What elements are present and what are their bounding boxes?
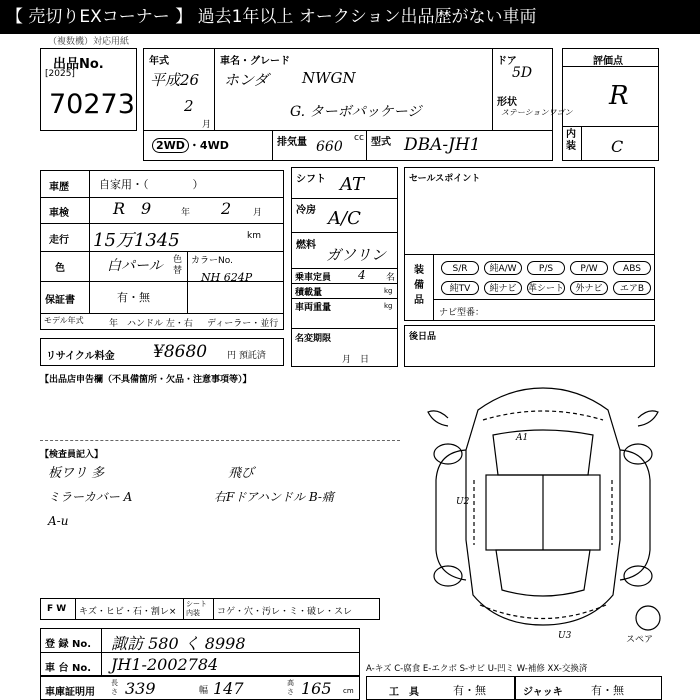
month-value: 2	[184, 97, 194, 115]
weight-unit: kg	[384, 302, 393, 310]
color-no-value: NH 624P	[201, 271, 253, 284]
color-no-label: カラーNo.	[191, 256, 233, 266]
model-value: NWGN	[302, 69, 356, 87]
history-label: 車歴	[49, 182, 69, 193]
score-box	[562, 48, 659, 161]
navi-model-label: ナビ型番：	[439, 308, 485, 318]
mileage-label: 走行	[49, 235, 69, 246]
interior-value: C	[611, 137, 624, 156]
equipment-item: 外ナビ	[570, 281, 608, 295]
cert-height: 165	[301, 679, 332, 698]
year-stamp: [2025]	[45, 69, 75, 79]
fuel-value: ガソリン	[326, 246, 387, 264]
load-unit: kg	[384, 287, 393, 295]
fw-label: F W	[47, 604, 67, 614]
chassis-value: JH1-2002784	[111, 655, 219, 674]
inspector-note-1b: 飛び	[228, 466, 255, 481]
name-change-unit: 月 日	[342, 355, 370, 365]
inspector-label: 【検査員記入】	[40, 450, 104, 460]
fw-value: キズ・ヒビ・石・割レ×	[79, 607, 177, 617]
header-banner: 【 売切りEXコーナー 】 過去1年以上 オークション出品歴がない車両	[0, 0, 700, 34]
jack-box	[514, 676, 662, 700]
equipment-item: 純TV	[441, 281, 479, 295]
registration-block	[40, 628, 360, 676]
color-label: 色	[55, 263, 65, 274]
seat-value: コゲ・穴・汚レ・ミ・破レ・スレ	[217, 607, 353, 617]
mileage-value: 15万1345	[93, 230, 180, 251]
cert-unit: cm	[343, 687, 354, 695]
equipment-item: P/W	[570, 261, 608, 275]
form-note: （複数機）対応用紙	[48, 37, 130, 47]
load-label: 積載量	[295, 288, 323, 298]
lot-label: 出品No.	[53, 57, 104, 72]
car-label: 車名・グレード	[220, 56, 290, 67]
registration-label: 登 録 No.	[45, 639, 92, 650]
month-label: 月	[202, 120, 212, 130]
vehicle-info-box	[143, 48, 573, 131]
later-items-box	[404, 325, 655, 367]
tools-box	[366, 676, 516, 700]
disp-label: 排気量	[277, 137, 307, 148]
model-code-value: DBA-JH1	[404, 135, 481, 155]
handle-value: ハンドル 左・右	[127, 319, 193, 329]
equipment-item: 純A/W	[484, 261, 522, 275]
garage-cert-row	[40, 676, 360, 700]
tools-value: 有・無	[453, 684, 486, 697]
grade-value: G. ターボパッケージ	[290, 104, 422, 120]
seller-note-label: 【出品店申告欄（不具備箇所・欠品・注意事項等）】	[40, 375, 252, 385]
fw-seat-row	[40, 598, 380, 620]
capacity-label: 乗車定員	[295, 273, 332, 283]
equipment-item: エアB	[613, 281, 651, 295]
equipment-item: S/R	[441, 261, 479, 275]
drive-4wd: ・4WD	[188, 139, 229, 152]
lot-number: 70273	[49, 89, 135, 120]
model-year-label: モデル年式	[44, 316, 84, 325]
damage-legend: A-キズ C-腐食 E-エクボ S-サビ U-凹ミ W-補修 XX-交換済	[366, 664, 588, 674]
cert-width-label: 幅	[199, 686, 209, 696]
mileage-unit: km	[247, 231, 261, 241]
inspection-year-label: 年	[181, 208, 191, 218]
color-change-label: 色替	[173, 255, 183, 276]
equipment-label: 装備品	[414, 265, 424, 306]
inspector-note-2a: ミラーカバー A	[48, 490, 133, 504]
cert-label: 車庫証明用	[45, 687, 95, 698]
year-value: 平成26	[150, 71, 200, 89]
sales-label: セールスポイント	[409, 174, 481, 184]
spec-block	[291, 167, 398, 367]
year-label: 年式	[149, 56, 169, 67]
jack-label: ジャッキ	[523, 687, 563, 698]
history-block	[40, 170, 284, 330]
capacity-value: 4	[358, 268, 366, 282]
inspection-era: R	[113, 199, 126, 218]
maker-value: ホンダ	[224, 71, 269, 89]
score-label: 評価点	[593, 56, 623, 67]
spare-label: スペア	[626, 635, 654, 645]
capacity-unit: 名	[386, 273, 396, 283]
door-value: 5D	[512, 65, 533, 81]
fuel-label: 燃料	[296, 240, 316, 251]
shape-value: ステーションワゴン	[501, 108, 573, 117]
car-diagram	[408, 380, 678, 645]
cert-length-label: 長さ	[111, 679, 118, 696]
score-value: R	[609, 81, 629, 111]
equipment-item: 純ナビ	[484, 281, 522, 295]
dealer-value: ディーラー・並行	[207, 319, 279, 329]
warranty-value: 有・無	[117, 291, 150, 304]
color-value: 白パール	[107, 258, 163, 274]
warranty-label: 保証書	[45, 295, 75, 306]
sales-point-box	[404, 167, 655, 255]
inspector-note-3a: A-u	[48, 514, 69, 528]
inspector-note-2b: 右Fドアハンドル B-痛	[214, 490, 334, 504]
recycle-unit: 円 預託済	[227, 351, 266, 361]
equipment-box	[404, 255, 655, 321]
history-value: 自家用・（ ）	[99, 178, 204, 191]
inspection-label: 車検	[49, 208, 69, 219]
inspection-month: 2	[221, 199, 232, 218]
door-label: ドア	[497, 56, 517, 67]
later-label: 後日品	[409, 332, 437, 342]
weight-label: 車両重量	[295, 303, 332, 313]
damage-u3: U3	[558, 631, 572, 641]
name-change-label: 名変期限	[295, 334, 332, 344]
drive-2wd: 2WD	[152, 138, 189, 153]
recycle-label: リサイクル料金	[46, 351, 115, 362]
interior-label: 内装	[566, 129, 576, 152]
ac-label: 冷房	[296, 205, 316, 216]
model-year-unit: 年	[109, 319, 119, 329]
disp-value: 660	[316, 139, 343, 155]
damage-u2: U2	[456, 497, 470, 507]
cert-height-label: 高さ	[287, 679, 294, 696]
seat-label: シート内装	[186, 600, 207, 617]
shift-label: シフト	[296, 174, 326, 185]
ac-value: A/C	[328, 208, 361, 229]
drive-row	[143, 131, 553, 161]
jack-value: 有・無	[591, 684, 624, 697]
recycle-row	[40, 338, 284, 366]
equipment-item: 革シート	[527, 281, 565, 295]
cert-width: 147	[213, 679, 244, 698]
lot-number-box	[40, 48, 137, 131]
tools-label: 工 具	[389, 687, 419, 698]
inspection-year: 9	[141, 199, 152, 218]
inspection-month-label: 月	[253, 208, 263, 218]
equipment-item: P/S	[527, 261, 565, 275]
model-code-label: 型式	[371, 137, 391, 148]
cert-length: 339	[125, 679, 156, 698]
equipment-item: ABS	[613, 261, 651, 275]
inspector-note-1a: 板ワリ 多	[48, 466, 105, 481]
recycle-value: ¥8680	[153, 342, 208, 362]
damage-a1: A1	[516, 433, 529, 443]
shift-value: AT	[340, 174, 365, 195]
disp-unit: cc	[354, 133, 364, 143]
registration-value: 諏訪 580 く 8998	[111, 634, 246, 653]
chassis-label: 車 台 No.	[45, 663, 92, 674]
shape-label: 形状	[497, 97, 517, 108]
